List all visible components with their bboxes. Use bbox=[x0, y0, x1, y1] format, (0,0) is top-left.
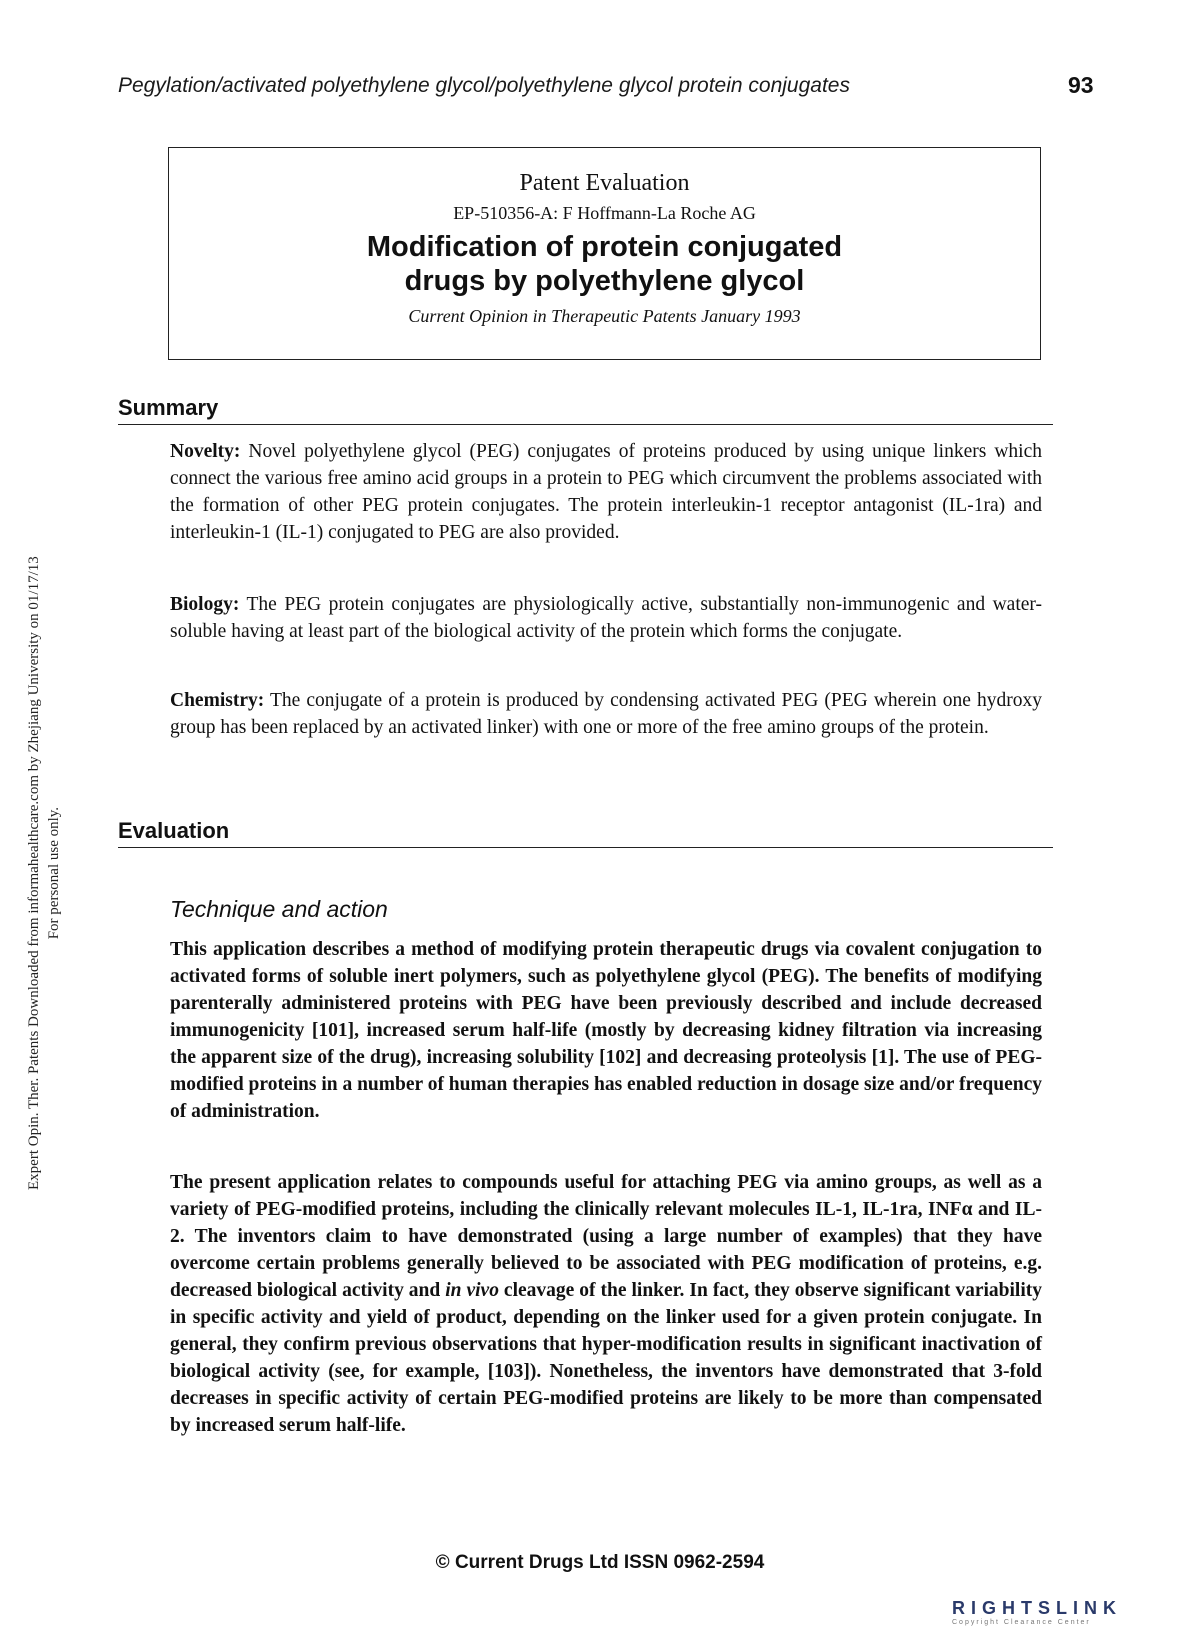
summary-heading: Summary bbox=[118, 395, 1053, 425]
article-title bbox=[169, 230, 1040, 298]
download-watermark bbox=[24, 556, 64, 1190]
para2-italic: in vivo bbox=[445, 1280, 499, 1301]
novelty-paragraph bbox=[170, 438, 1042, 546]
copyright-footer: © Current Drugs Ltd ISSN 0962-2594 bbox=[435, 1552, 765, 1573]
evaluation-paragraph-1: This application describes a method of modifying protein therapeutic drugs via covalent conjugation to activated forms of soluble inert polymers, such as polyethylene glycol (PEG). The benefits of modifying parenterally administered proteins with PEG have been previously described and include decreased immunogenicity [101], increased serum half-life (mostly by decreasing kidney filtration via increasing the apparent size of the drug), increasing solubility [102] and decreasing proteolysis [1]. The use of PEG-modified proteins in a number of human therapies has enabled reduction in dosage size and/or frequency of administration. bbox=[170, 939, 1042, 1122]
patent-number: EP-510356-A: F Hoffmann-La Roche AG bbox=[453, 203, 756, 223]
novelty-label: Novelty: bbox=[170, 441, 241, 462]
watermark-line2: For personal use only. bbox=[46, 806, 62, 940]
article-title-line2: drugs by polyethylene glycol bbox=[404, 265, 805, 297]
chemistry-paragraph bbox=[170, 687, 1042, 741]
chemistry-label: Chemistry: bbox=[170, 690, 265, 711]
journal-source: Current Opinion in Therapeutic Patents January 1993 bbox=[408, 306, 801, 326]
rightslink-logo-subtext: Copyright Clearance Center bbox=[952, 1619, 1091, 1626]
box-label: Patent Evaluation bbox=[519, 170, 690, 196]
novelty-text: Novel polyethylene glycol (PEG) conjugates of proteins produced by using unique linkers which connect the various free amino acid groups in a protein to PEG which circumvent the problems associated with the formation of other PEG protein conjugates. The protein interleukin-1 receptor antagonist (IL-1ra) and interleukin-1 (IL-1) conjugated to PEG are also provided. bbox=[170, 441, 1042, 543]
rightslink-logo-text: RIGHTSLINK bbox=[952, 1598, 1122, 1618]
evaluation-heading: Evaluation bbox=[118, 818, 1053, 848]
article-title-line1: Modification of protein conjugated bbox=[366, 231, 843, 263]
patent-evaluation-box bbox=[168, 147, 1041, 360]
para2-text-b: cleavage of the linker. In fact, they observe significant variability in specific activity and yield of product, depending on the linker used for a given protein conjugate. In general, they confirm previous observations that hyper-modification results in significant inactivation of biological activity (see, for example, [103]). Nonetheless, the inventors have demonstrated that 3-fold decreases in specific activity of certain PEG-modified proteins are likely to be more than compensated by increased serum half-life. bbox=[170, 1280, 1042, 1436]
running-header: Pegylation/activated polyethylene glycol/polyethylene glycol protein conjugates bbox=[118, 74, 850, 97]
technique-subheading: Technique and action bbox=[170, 896, 388, 922]
chemistry-text: The conjugate of a protein is produced by condensing activated PEG (PEG wherein one hydroxy group has been replaced by an activated linker) with one or more of the free amino groups of the protein. bbox=[170, 690, 1042, 738]
para2-text-a: The present application relates to compounds useful for attaching PEG via amino groups, as well as a variety of PEG-modified proteins, including the clinically relevant molecules IL-1, IL-1ra, INFα and IL-2. The inventors claim to have demonstrated (using a large number of examples) that they have overcome certain problems generally believed to be associated with PEG modification of proteins, e.g. decreased biological activity and bbox=[170, 1172, 1042, 1301]
page-number: 93 bbox=[1068, 72, 1094, 98]
rightslink-logo[interactable] bbox=[952, 1598, 1162, 1626]
biology-text: The PEG protein conjugates are physiologically active, substantially non-immunogenic and water-soluble having at least part of the biological activity of the protein which forms the conjugate. bbox=[170, 594, 1042, 642]
evaluation-paragraph-2 bbox=[170, 1169, 1042, 1439]
watermark-line1: Expert Opin. Ther. Patents Downloaded from informahealthcare.com by Zhejiang University on 01/17/13 bbox=[26, 556, 42, 1190]
biology-paragraph bbox=[170, 591, 1042, 645]
biology-label: Biology: bbox=[170, 594, 240, 615]
